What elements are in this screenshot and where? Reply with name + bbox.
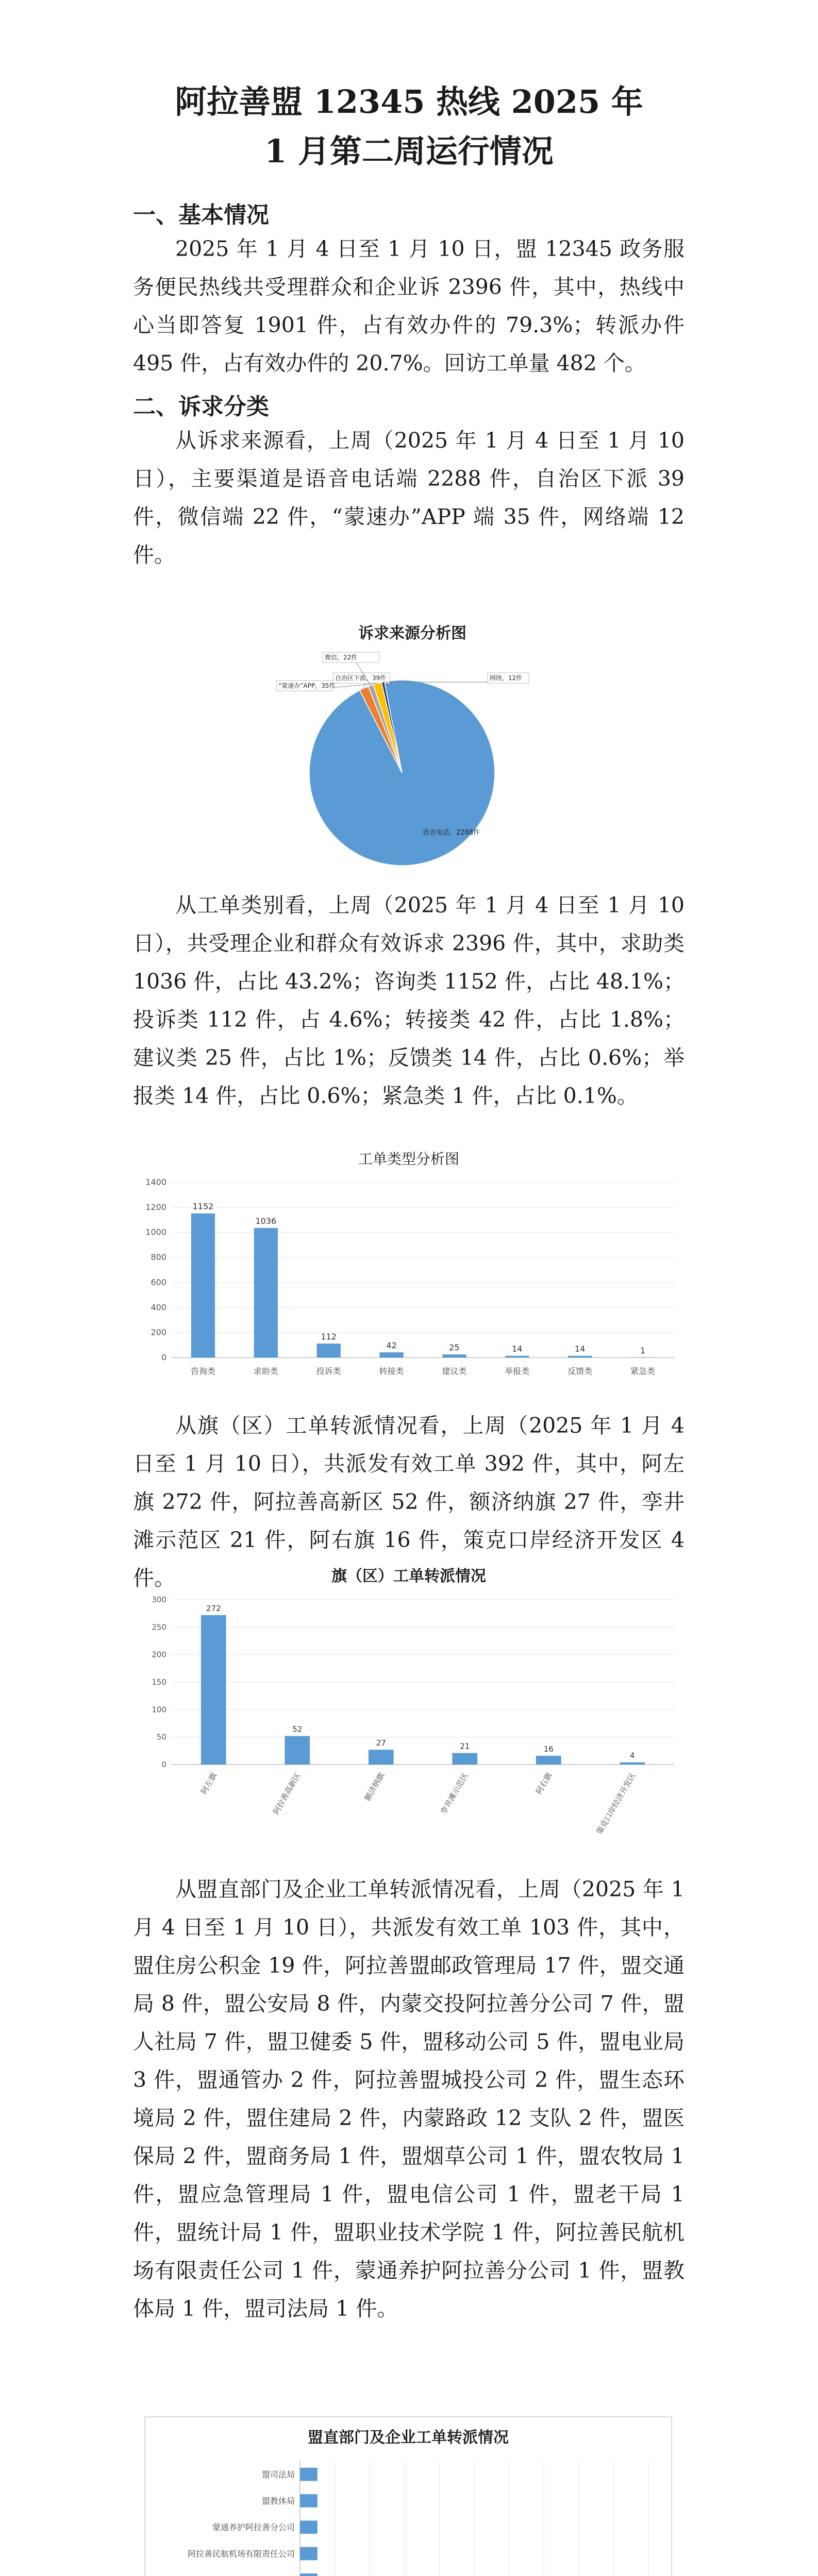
banner-bar-chart [133, 1566, 685, 1855]
bar [379, 1352, 403, 1358]
x-tick-label: 反馈类 [567, 1366, 593, 1376]
bar [505, 1356, 529, 1358]
y-tick-label: 盟教体局 [261, 2496, 295, 2506]
bar-value-label: 14 [575, 1344, 586, 1354]
dept-chart-svg [145, 2456, 669, 2576]
y-tick-label: 盟司法局 [261, 2469, 295, 2480]
bar-value-label: 1 [640, 1345, 646, 1355]
bar [285, 1736, 310, 1765]
bar [201, 1615, 226, 1765]
y-tick-label: 200 [151, 1327, 166, 1337]
section1-text: 2025 年 1 月 4 日至 1 月 10 日，盟 12345 政务服务便民热线共受理群众和企业诉 2396 件，其中，热线中心当即答复 1901 件，占有效办件的 79.3%；转派办件 495 件，占有效办件的 20.7%。回访工单量 482 个。 [133, 236, 685, 376]
banner-chart-title: 旗（区）工单转派情况 [331, 1567, 486, 1585]
x-tick-label: 策克口岸经济开发区 [594, 1771, 638, 1836]
bar [300, 2573, 318, 2576]
bar [191, 1213, 215, 1358]
bar-value-label: 16 [543, 1744, 554, 1754]
report-title-line2: 1 月第二周运行情况 [264, 132, 554, 170]
section1-heading: 一、基本情况 [133, 202, 269, 228]
type-bar-chart [133, 1144, 685, 1391]
dept-chart-frame [144, 2416, 672, 2576]
bar-value-label: 14 [512, 1344, 523, 1354]
x-tick-label: 投诉类 [316, 1366, 341, 1376]
bar [568, 1356, 592, 1358]
bar-value-label: 1152 [192, 1201, 214, 1212]
pie-slice-label: “蒙速办”APP，35件 [278, 682, 336, 689]
bar [300, 2547, 318, 2561]
source-pie-chart [247, 623, 577, 871]
x-tick-label: 举报类 [505, 1366, 530, 1376]
x-tick-label: 额济纳旗 [362, 1771, 387, 1803]
x-tick-label: 紧急类 [630, 1366, 656, 1376]
bar-value-label: 27 [376, 1738, 386, 1748]
bar-value-label: 25 [449, 1342, 460, 1352]
bar [317, 1344, 341, 1358]
pie-slice-label: 自治区下派，39件 [335, 674, 387, 682]
y-tick-label: 50 [156, 1732, 166, 1742]
y-tick-label: 600 [151, 1277, 166, 1287]
banner-paragraph: 从旗（区）工单转派情况看，上周（2025 年 1 月 4 日至 1 月 10 日），共派发有效工单 392 件，其中，阿左旗 272 件，阿拉善高新区 52 件，额济纳旗 27 件，孪井滩示范区 21 件，阿右旗 16 件，策克口岸经济开发区 4 件。 [133, 1413, 685, 1590]
y-tick-label: 1400 [145, 1177, 166, 1187]
type-paragraph: 从工单类别看，上周（2025 年 1 月 4 日至 1 月 10 日），共受理企业和群众有效诉求 2396 件，其中，求助类 1036 件，占比 43.2%；咨询类 1152 件，占比 48.1%；投诉类 112 件，占 4.6%；转接类 42 件，占比 1.8%；建议类 25 件，占比 1%；反馈类 14 件，占比 0.6%；举报类 14 件，占比 0.6%；紧急类 1 件，占比 0.1%。 [133, 893, 685, 1108]
bar [300, 2520, 318, 2534]
y-tick-label: 200 [152, 1650, 166, 1659]
bar [620, 1762, 645, 1765]
bar-value-label: 52 [292, 1724, 303, 1734]
bar [369, 1750, 394, 1765]
pie-slice-label: 微信，22件 [325, 654, 358, 661]
section2-heading: 二、诉求分类 [133, 394, 269, 420]
x-tick-label: 求助类 [253, 1366, 278, 1376]
x-tick-label: 阿拉善高新区 [271, 1771, 303, 1816]
y-tick-label: 250 [152, 1622, 166, 1632]
bar [442, 1354, 466, 1358]
x-tick-label: 建议类 [442, 1366, 467, 1376]
bar-value-label: 42 [386, 1340, 397, 1350]
bar [536, 1756, 561, 1765]
y-tick-label: 1000 [145, 1227, 166, 1238]
report-title-line1: 阿拉善盟 12345 热线 2025 年 [175, 83, 643, 121]
y-tick-label: 蒙通养护阿拉善分公司 [212, 2522, 295, 2533]
bar-value-label: 4 [629, 1751, 635, 1760]
y-tick-label: 800 [151, 1252, 166, 1262]
bar [300, 2494, 318, 2507]
x-tick-label: 阿左旗 [199, 1771, 219, 1796]
pie-slice-label: 语音电话，2288件 [423, 829, 480, 837]
bar [452, 1753, 477, 1765]
x-tick-label: 阿右旗 [534, 1771, 554, 1796]
y-tick-label: 150 [152, 1677, 166, 1687]
type-chart-svg [133, 1172, 685, 1388]
pie-chart-svg [247, 644, 577, 871]
bar-value-label: 112 [321, 1331, 337, 1342]
dept-chart-title: 盟直部门及企业工单转派情况 [308, 2429, 509, 2447]
bar [254, 1228, 278, 1358]
bar-value-label: 1036 [255, 1216, 277, 1226]
bar-value-label: 21 [460, 1741, 470, 1751]
pie-chart-title: 诉求来源分析图 [358, 624, 466, 642]
y-tick-label: 0 [161, 1352, 166, 1362]
y-tick-label: 100 [152, 1705, 166, 1715]
pie-slice-label: 网络，12件 [490, 674, 523, 682]
dept-paragraph: 从盟直部门及企业工单转派情况看，上周（2025 年 1 月 4 日至 1 月 10 日），共派发有效工单 103 件，其中，盟住房公积金 19 件，阿拉善盟邮政管理局 17 件，盟交通局 8 件，盟公安局 8 件，内蒙交投阿拉善分公司 7 件，盟人社局 7 件，盟卫健委 5 件，盟移动公司 5 件，盟电业局 3 件，盟通管办 2 件，阿拉善盟城投公司 2 件，盟生态环境局 2 件，盟住建局 2 件，内蒙路政 12 支队 2 件，盟医保局 2 件，盟商务局 1 件，盟烟草公司 1 件，盟农牧局 1 件，盟应急管理局 1 件，盟电信公司 1 件，盟老干局 1 件，盟统计局 1 件，盟职业技术学院 1 件，阿拉善民航机场有限责任公司 1 件，蒙通养护阿拉善分公司 1 件，盟教体局 1 件，盟司法局 1 件。 [133, 1877, 685, 2321]
type-chart-title: 工单类型分析图 [358, 1150, 459, 1167]
bar [300, 2468, 318, 2481]
y-tick-label: 0 [161, 1760, 166, 1769]
x-tick-label: 孪井滩示范区 [439, 1771, 470, 1816]
y-tick-label: 阿拉善民航机场有限责任公司 [187, 2549, 295, 2559]
y-tick-label: 400 [151, 1302, 166, 1312]
bar-value-label: 272 [206, 1603, 221, 1613]
y-tick-label: 300 [152, 1595, 166, 1604]
x-tick-label: 转接类 [379, 1366, 404, 1376]
x-tick-label: 咨询类 [190, 1366, 215, 1376]
banner-chart-svg [133, 1589, 685, 1852]
y-tick-label: 1200 [145, 1202, 166, 1212]
source-paragraph: 从诉求来源看，上周（2025 年 1 月 4 日至 1 月 10 日），主要渠道是语音电话端 2288 件，自治区下派 39 件，微信端 22 件，“蒙速办”APP 端 35 件，网络端 12 件。 [133, 428, 685, 567]
